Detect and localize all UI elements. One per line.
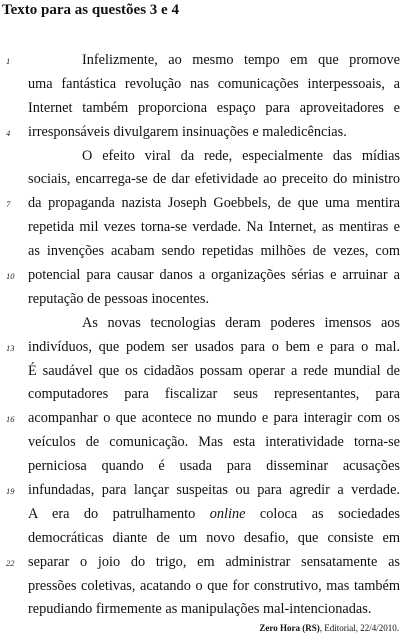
- line-text: perniciosa quando é usada para disseminar acusações: [28, 458, 400, 475]
- line-text: sociais, encarrega-se de dar efetividade ao preceito do ministro: [28, 171, 400, 188]
- text-line: [0, 242, 407, 266]
- line-number: 4: [6, 127, 11, 138]
- text-line: [0, 218, 407, 242]
- text-line: [0, 553, 407, 577]
- line-text: da propaganda nazista Joseph Goebbels, de que uma mentira: [28, 195, 400, 212]
- line-number: 16: [6, 414, 15, 425]
- source-details: , Editorial, 22/4/2010.: [319, 623, 399, 633]
- text-line: [0, 577, 407, 601]
- line-text: pressões coletivas, acatando o que for construtivo, mas também: [28, 577, 400, 594]
- line-number: 22: [6, 557, 15, 568]
- text-line: [0, 409, 407, 433]
- text-line: [0, 51, 407, 75]
- text-line: [0, 481, 407, 505]
- line-text: Infelizmente, ao mesmo tempo em que promove: [82, 52, 400, 68]
- line-text: potencial para causar danos a organizações sérias e arruinar a: [28, 267, 400, 284]
- line-number: 1: [6, 56, 11, 66]
- line-text: computadores para fiscalizar seus representantes, para: [28, 386, 400, 403]
- line-number: 13: [6, 342, 15, 353]
- text-line: [0, 600, 407, 624]
- text-line: [0, 194, 407, 218]
- line-text: A era do patrulhamento online coloca as sociedades: [28, 505, 400, 522]
- text-line: [0, 314, 407, 338]
- text-line: [0, 266, 407, 290]
- line-text: repudiando firmemente as manipulações mal-intencionadas.: [28, 601, 372, 618]
- line-text: infundadas, para lançar suspeitas ou para agredir a verdade.: [28, 482, 400, 499]
- text-line: [0, 385, 407, 409]
- line-text: O efeito viral da rede, especialmente das mídias: [82, 147, 400, 164]
- text-line: [0, 290, 407, 314]
- text-line: [0, 362, 407, 386]
- text-line: [0, 433, 407, 457]
- source-publication: Zero Hora (RS): [259, 623, 320, 633]
- line-number: 10: [6, 271, 15, 282]
- text-line: [0, 123, 407, 147]
- line-text: As novas tecnologias deram poderes imensos aos: [82, 314, 400, 331]
- text-line: [0, 170, 407, 194]
- line-text: reputação de pessoas inocentes.: [28, 290, 210, 307]
- line-text: uma fantástica revolução nas comunicações interpessoais, a: [28, 75, 400, 92]
- text-line: [0, 99, 407, 123]
- line-number: 19: [6, 486, 15, 497]
- line-text: repetida mil vezes torna-se verdade. Na Internet, as mentiras e: [28, 219, 400, 236]
- text-line: [0, 147, 407, 171]
- line-text: as invenções acabam sendo repetidas milhões de vezes, com: [28, 243, 400, 260]
- line-text: Internet também proporciona espaço para aproveitadores e: [28, 99, 400, 116]
- text-line: [0, 529, 407, 553]
- line-text: irresponsáveis divulgarem insinuações e maledicências.: [28, 123, 347, 140]
- line-text: É saudável que os cidadãos possam operar a rede mundial de: [28, 362, 400, 379]
- editorial-text: [0, 51, 407, 624]
- text-line: [0, 505, 407, 529]
- text-line: [0, 457, 407, 481]
- line-text: democráticas diante de um novo desafio, que consiste em: [28, 529, 400, 546]
- section-heading: Texto para as questões 3 e 4: [2, 2, 179, 18]
- text-line: [0, 75, 407, 99]
- text-line: [0, 338, 407, 362]
- line-text: indivíduos, que podem ser usados para o bem e para o mal.: [28, 338, 400, 355]
- line-text: separar o joio do trigo, em administrar sensatamente as: [28, 553, 400, 570]
- source-citation: [259, 622, 399, 634]
- line-text: veículos de comunicação. Mas esta interatividade torna-se: [28, 434, 400, 451]
- line-number: 7: [6, 199, 11, 210]
- line-text: acompanhar o que acontece no mundo e para interagir com os: [28, 410, 400, 427]
